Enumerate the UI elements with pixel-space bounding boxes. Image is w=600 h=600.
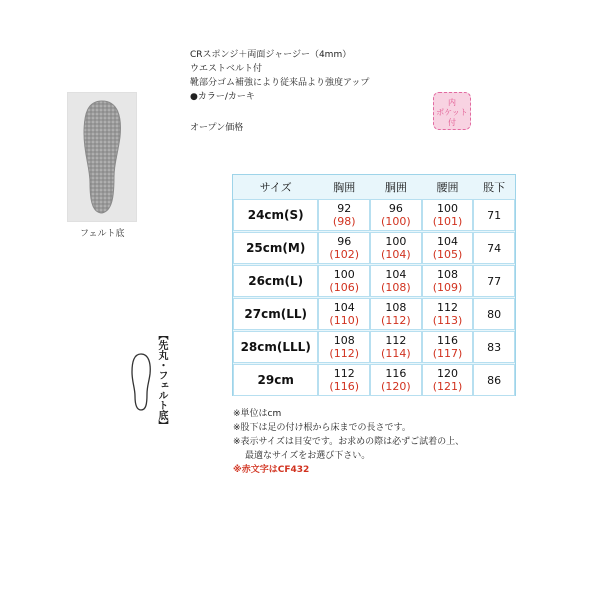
hip-cell: 108 (109): [422, 265, 474, 297]
table-row: [233, 232, 515, 264]
size-cell: 27cm(LL): [233, 298, 318, 330]
header-hip: 腰囲: [436, 181, 459, 194]
inseam-cell: 74: [473, 232, 515, 264]
waist-cell: 112 (114): [370, 331, 422, 363]
size-cell: 28cm(LLL): [233, 331, 318, 363]
chest-cell: 96 (102): [318, 232, 370, 264]
feature-text: ウエストベルト付: [190, 64, 263, 74]
table-row: [233, 265, 515, 297]
hip-cell: 116 (117): [422, 331, 474, 363]
sole-outline-icon: [128, 352, 154, 412]
size-cell: 29cm: [233, 364, 318, 396]
inner-pocket-badge: [433, 92, 471, 130]
note-guide-1: ※表示サイズは目安です。お求めの際は必ずご試着の上、: [233, 437, 465, 447]
note-guide-2: 最適なサイズをお選び下さい。: [245, 451, 371, 461]
header-waist: 胴囲: [384, 181, 407, 194]
waist-cell: 100 (104): [370, 232, 422, 264]
note-unit: ※単位はcm: [233, 409, 282, 419]
header-inseam: 股下: [483, 181, 506, 194]
size-table-header: [233, 175, 515, 199]
hip-cell: 120 (121): [422, 364, 474, 396]
size-cell: 24cm(S): [233, 199, 318, 231]
chest-cell: 92 (98): [318, 199, 370, 231]
hip-cell: 112 (113): [422, 298, 474, 330]
color-text: ●カラー/カーキ: [190, 92, 255, 102]
size-cell: 25cm(M): [233, 232, 318, 264]
chest-cell: 100 (106): [318, 265, 370, 297]
table-row: [233, 331, 515, 363]
waist-cell: 104 (108): [370, 265, 422, 297]
size-table: [232, 174, 516, 396]
note-red-text: ※赤文字はCF432: [233, 465, 310, 475]
price-text: オープン価格: [190, 123, 244, 133]
reinforcement-text: 靴部分ゴム補強により従来品より強度アップ: [190, 78, 370, 88]
waist-cell: 96 (100): [370, 199, 422, 231]
inseam-cell: 71: [473, 199, 515, 231]
waist-cell: 116 (120): [370, 364, 422, 396]
inseam-cell: 77: [473, 265, 515, 297]
chest-cell: 108 (112): [318, 331, 370, 363]
felt-sole-image: [68, 93, 136, 221]
badge-line-2: ポケット: [436, 108, 468, 117]
size-notes: [233, 407, 464, 477]
hip-cell: 100 (101): [422, 199, 474, 231]
table-row: [233, 298, 515, 330]
chest-cell: 104 (110): [318, 298, 370, 330]
badge-line-3: 付: [448, 118, 456, 127]
waist-cell: 108 (112): [370, 298, 422, 330]
note-inseam: ※股下は足の付け根から床までの長さです。: [233, 423, 411, 433]
chest-cell: 112 (116): [318, 364, 370, 396]
header-chest: 胸囲: [333, 181, 356, 194]
material-text: CRスポンジ＋両面ジャージー（4mm）: [190, 50, 352, 60]
inseam-cell: 80: [473, 298, 515, 330]
inseam-cell: 86: [473, 364, 515, 396]
product-description: [190, 48, 369, 104]
hip-cell: 104 (105): [422, 232, 474, 264]
felt-sole-photo: [67, 92, 137, 222]
sole-type-label: 【先丸・フェルト底】: [156, 330, 167, 430]
badge-line-1: 内: [448, 98, 456, 107]
sole-caption: フェルト底: [80, 229, 125, 239]
size-cell: 26cm(L): [233, 265, 318, 297]
table-row: [233, 364, 515, 396]
inseam-cell: 83: [473, 331, 515, 363]
table-row: [233, 199, 515, 231]
header-size: サイズ: [259, 181, 292, 194]
